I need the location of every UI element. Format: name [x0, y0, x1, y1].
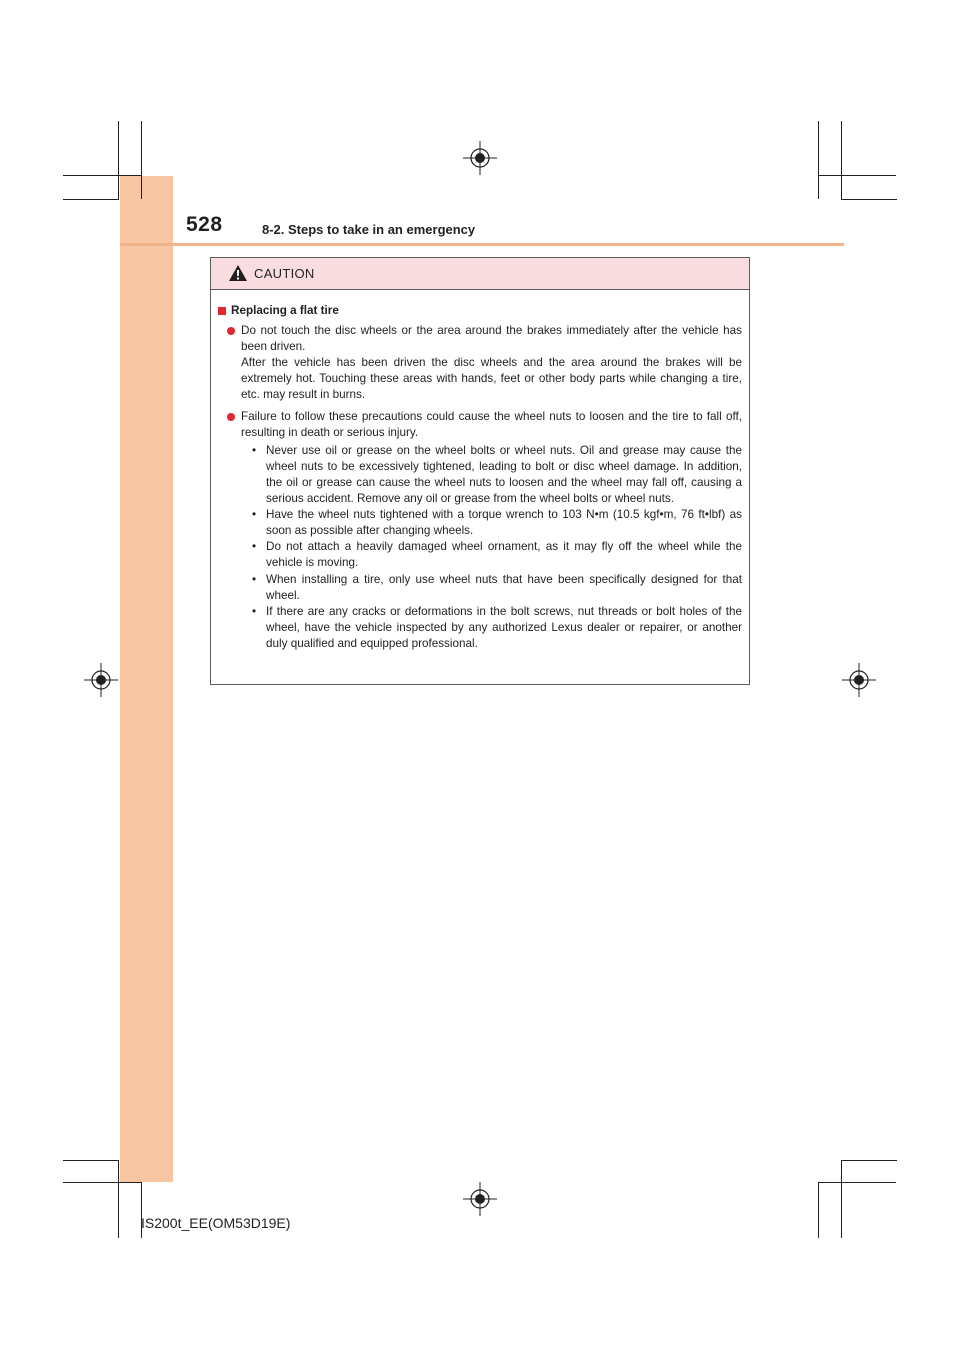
square-bullet-icon [218, 307, 226, 315]
caution-subheading-text: Replacing a flat tire [231, 304, 339, 317]
red-dot-bullet-icon [227, 413, 235, 421]
red-dot-bullet-icon [227, 327, 235, 335]
header-rule [120, 243, 844, 246]
sub-list-item-text: Do not attach a heavily damaged wheel ornament, as it may fly off the wheel while the vehicle is moving. [266, 540, 742, 570]
caution-box [210, 257, 750, 685]
page-number: 528 [186, 213, 223, 236]
caution-body [211, 290, 749, 652]
warning-triangle-icon [228, 264, 248, 282]
sub-list-item-text: When installing a tire, only use wheel nuts that have been specifically designed for that wheel. [266, 572, 742, 602]
sub-list-item: • If there are any cracks or deformations in the bolt screws, nut threads or bolt holes of the wheel, have the vehicle inspected by any authorized Lexus dealer or repairer, or another duly qualified and equipped professional. [252, 604, 742, 652]
bullet-paragraph: Do not touch the disc wheels or the area around the brakes immediately after the vehicle has been driven. [241, 324, 742, 354]
sub-list-item: • When installing a tire, only use wheel nuts that have been specifically designed for that wheel. [252, 572, 742, 604]
sub-list-item: • Do not attach a heavily damaged wheel ornament, as it may fly off the wheel while the vehicle is moving. [252, 539, 742, 571]
side-tab-band [120, 176, 173, 1182]
caution-header [211, 258, 749, 290]
sub-list [252, 443, 742, 652]
sub-list-item: • Have the wheel nuts tightened with a torque wrench to 103 N•m (10.5 kgf•m, 76 ft•lbf) as soon as possible after changing wheels. [252, 507, 742, 539]
caution-label: CAUTION [254, 266, 315, 281]
registration-mark-icon [842, 663, 876, 697]
caution-subheading [218, 303, 742, 319]
bullet-paragraph: Failure to follow these precautions could cause the wheel nuts to loosen and the tire to fall off, resulting in death or serious injury. [241, 409, 742, 439]
caution-bullet [227, 323, 742, 403]
document-code: IS200t_EE(OM53D19E) [141, 1215, 291, 1231]
caution-bullet [227, 409, 742, 652]
registration-mark-icon [463, 1182, 497, 1216]
sub-list-item-text: If there are any cracks or deformations in the bolt screws, nut threads or bolt holes of the wheel, have the vehicle inspected by any authorized Lexus dealer or repairer, or another duly qualified and equipped professional. [266, 604, 742, 650]
registration-mark-icon [463, 141, 497, 175]
section-title: 8-2. Steps to take in an emergency [262, 222, 476, 237]
sub-list-item-text: Never use oil or grease on the wheel bolts or wheel nuts. Oil and grease may cause the wheel nuts to be excessively tightened, leading to bolt or disc wheel damage. In addition, the oil or grease can cause the wheel nuts to loosen and the wheel may fall off, causing a serious accident. Remove any oil or grease from the wheel bolts or wheel nuts. [266, 443, 742, 506]
bullet-paragraph: After the vehicle has been driven the disc wheels and the area around the brakes will be extremely hot. Touching these areas with hands, feet or other body parts while changing a tire, etc. may result in burns. [241, 356, 742, 402]
sub-list-item: • Never use oil or grease on the wheel bolts or wheel nuts. Oil and grease may cause the wheel nuts to be excessively tightened, leading to bolt or disc wheel damage. In addition, the oil or grease can cause the wheel nuts to loosen and the wheel may fall off, causing a serious accident. Remove any oil or grease from the wheel bolts or wheel nuts. [252, 443, 742, 507]
sub-list-item-text: Have the wheel nuts tightened with a torque wrench to 103 N•m (10.5 kgf•m, 76 ft•lbf) as soon as possible after changing wheels. [266, 508, 742, 538]
registration-mark-icon [84, 663, 118, 697]
